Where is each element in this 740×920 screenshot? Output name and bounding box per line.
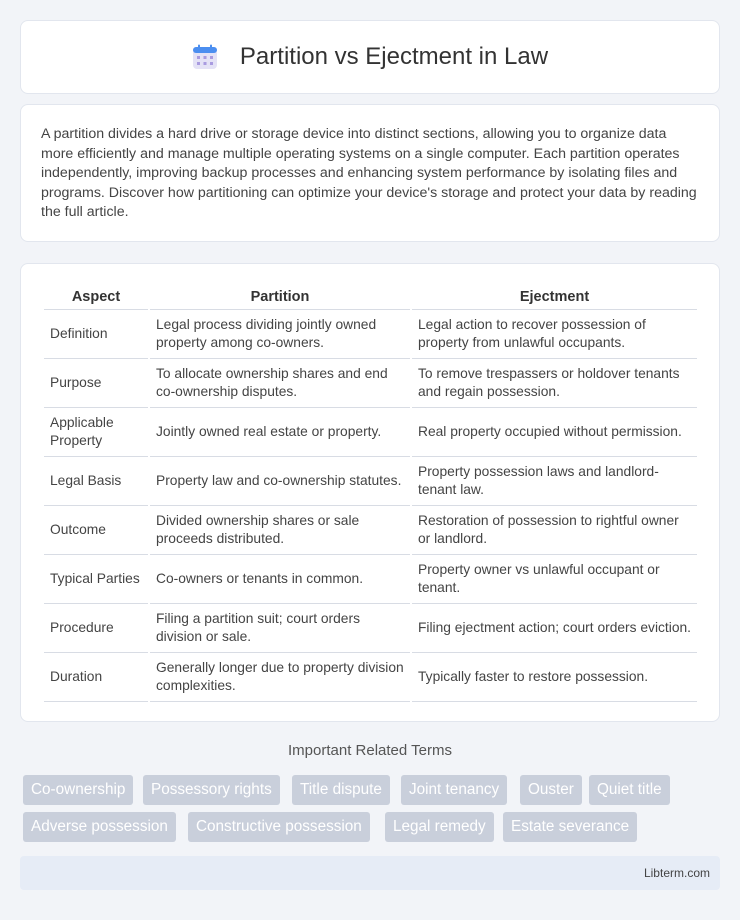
aspect-cell: Typical Parties (44, 555, 148, 604)
table-row (44, 359, 697, 408)
ejectment-cell: Real property occupied without permission. (412, 408, 697, 457)
partition-cell: Generally longer due to property division complexities. (150, 653, 410, 702)
tag-estate-severance[interactable]: Estate severance (503, 812, 637, 842)
column-header-partition: Partition (150, 284, 410, 310)
table-row (44, 506, 697, 555)
tag-joint-tenancy[interactable]: Joint tenancy (401, 775, 507, 805)
tag-legal-remedy[interactable]: Legal remedy (385, 812, 494, 842)
aspect-cell: Duration (44, 653, 148, 702)
related-terms-title: Important Related Terms (288, 742, 452, 759)
comparison-table (42, 284, 699, 702)
intro-text: A partition divides a hard drive or storage device into distinct sections, allowing you to organize data more efficiently and manage multiple operating systems on a single computer. Each partition operates independently, improving backup processes and enhancing system performance by isolating files and programs. Discover how partitioning can optimize your device's storage and protect your data by reading the full article. (41, 126, 697, 221)
aspect-cell: Outcome (44, 506, 148, 555)
column-header-ejectment: Ejectment (412, 284, 697, 310)
page-title: Partition vs Ejectment in Law (239, 43, 549, 70)
ejectment-cell: Restoration of possession to rightful owner or landlord. (412, 506, 697, 555)
ejectment-cell: Property possession laws and landlord-tenant law. (412, 457, 697, 506)
table-row (44, 310, 697, 359)
table-row (44, 653, 697, 702)
partition-cell: Jointly owned real estate or property. (150, 408, 410, 457)
ejectment-cell: Property owner vs unlawful occupant or tenant. (412, 555, 697, 604)
ejectment-cell: Filing ejectment action; court orders eviction. (412, 604, 697, 653)
header-card (20, 20, 720, 94)
tag-quiet-title[interactable]: Quiet title (589, 775, 670, 805)
tag-ouster[interactable]: Ouster (520, 775, 582, 805)
partition-cell: Divided ownership shares or sale proceeds distributed. (150, 506, 410, 555)
intro-card (20, 104, 720, 242)
table-header-row (44, 284, 697, 310)
footer (20, 856, 720, 890)
table-row (44, 457, 697, 506)
tag-possessory-rights[interactable]: Possessory rights (143, 775, 280, 805)
partition-cell: To allocate ownership shares and end co-ownership disputes. (150, 359, 410, 408)
tag-co-ownership[interactable]: Co-ownership (23, 775, 133, 805)
ejectment-cell: Legal action to recover possession of property from unlawful occupants. (412, 310, 697, 359)
aspect-cell: Procedure (44, 604, 148, 653)
tag-adverse-possession[interactable]: Adverse possession (23, 812, 176, 842)
footer-site-link[interactable]: Libterm.com (643, 866, 710, 880)
ejectment-cell: To remove trespassers or holdover tenants and regain possession. (412, 359, 697, 408)
ejectment-cell: Typically faster to restore possession. (412, 653, 697, 702)
comparison-card (20, 263, 720, 722)
table-row (44, 604, 697, 653)
table-row (44, 408, 697, 457)
aspect-cell: Definition (44, 310, 148, 359)
partition-cell: Filing a partition suit; court orders division or sale. (150, 604, 410, 653)
tag-constructive-possession[interactable]: Constructive possession (188, 812, 370, 842)
partition-cell: Property law and co-ownership statutes. (150, 457, 410, 506)
calendar-icon (192, 44, 218, 70)
aspect-cell: Legal Basis (44, 457, 148, 506)
partition-cell: Legal process dividing jointly owned property among co-owners. (150, 310, 410, 359)
column-header-aspect: Aspect (44, 284, 148, 310)
tag-title-dispute[interactable]: Title dispute (292, 775, 390, 805)
aspect-cell: Applicable Property (44, 408, 148, 457)
table-row (44, 555, 697, 604)
aspect-cell: Purpose (44, 359, 148, 408)
partition-cell: Co-owners or tenants in common. (150, 555, 410, 604)
